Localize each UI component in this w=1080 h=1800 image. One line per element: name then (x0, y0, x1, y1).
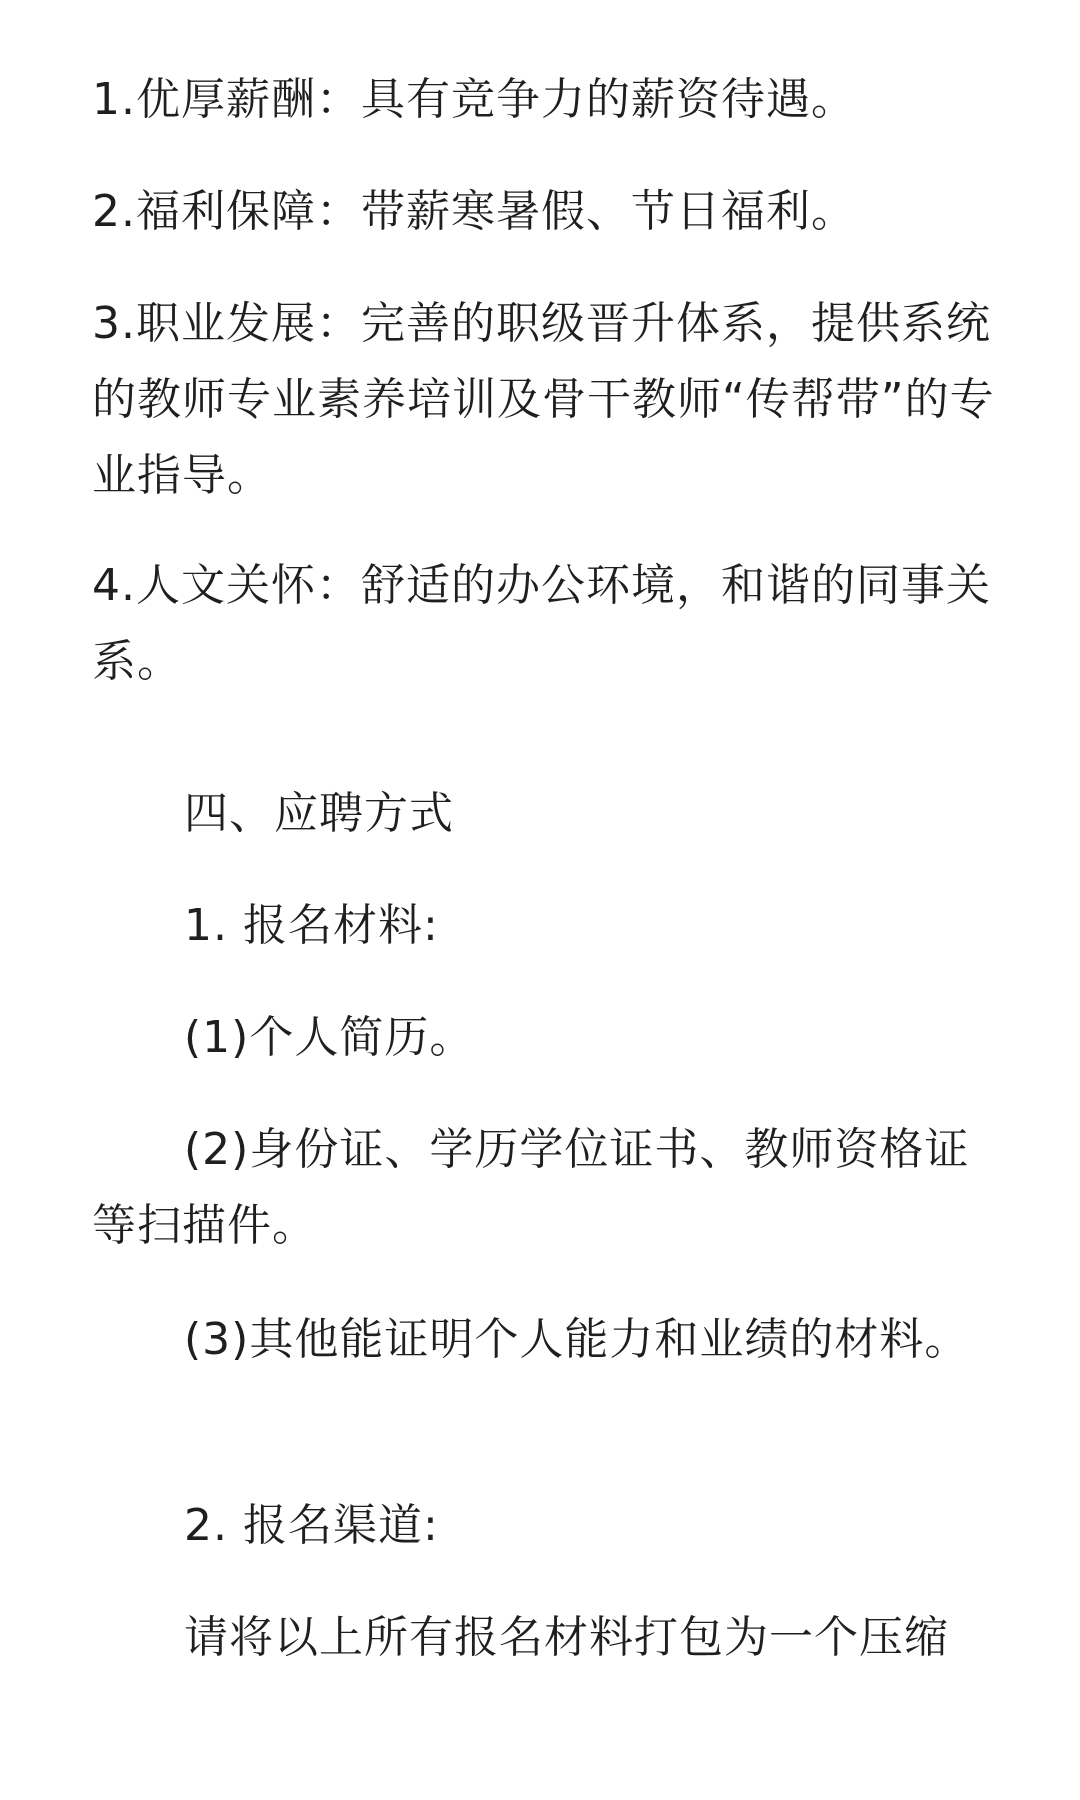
subheading-materials: 1. 报名材料: (184, 900, 439, 951)
section-heading-application: 四、应聘方式 (184, 788, 454, 839)
material-achievements: (3)其他能证明个人能力和业绩的材料。 (184, 1314, 970, 1365)
subheading-channel: 2. 报名渠道: (184, 1500, 439, 1551)
material-certificates: (2)身份证、学历学位证书、教师资格证等扫描件。 (92, 1124, 970, 1251)
benefit-career: 3.职业发展：完善的职级晋升体系，提供系统的教师专业素养培训及骨干教师“传帮带”的专业指导。 (92, 298, 995, 501)
benefit-salary: 1.优厚薪酬：具有竞争力的薪资待遇。 (92, 74, 856, 125)
benefit-welfare: 2.福利保障：带薪寒暑假、节日福利。 (92, 186, 856, 237)
channel-instruction: 请将以上所有报名材料打包为一个压缩 (184, 1612, 949, 1663)
material-resume: (1)个人简历。 (184, 1012, 475, 1063)
benefit-care: 4.人文关怀：舒适的办公环境，和谐的同事关系。 (92, 560, 991, 687)
